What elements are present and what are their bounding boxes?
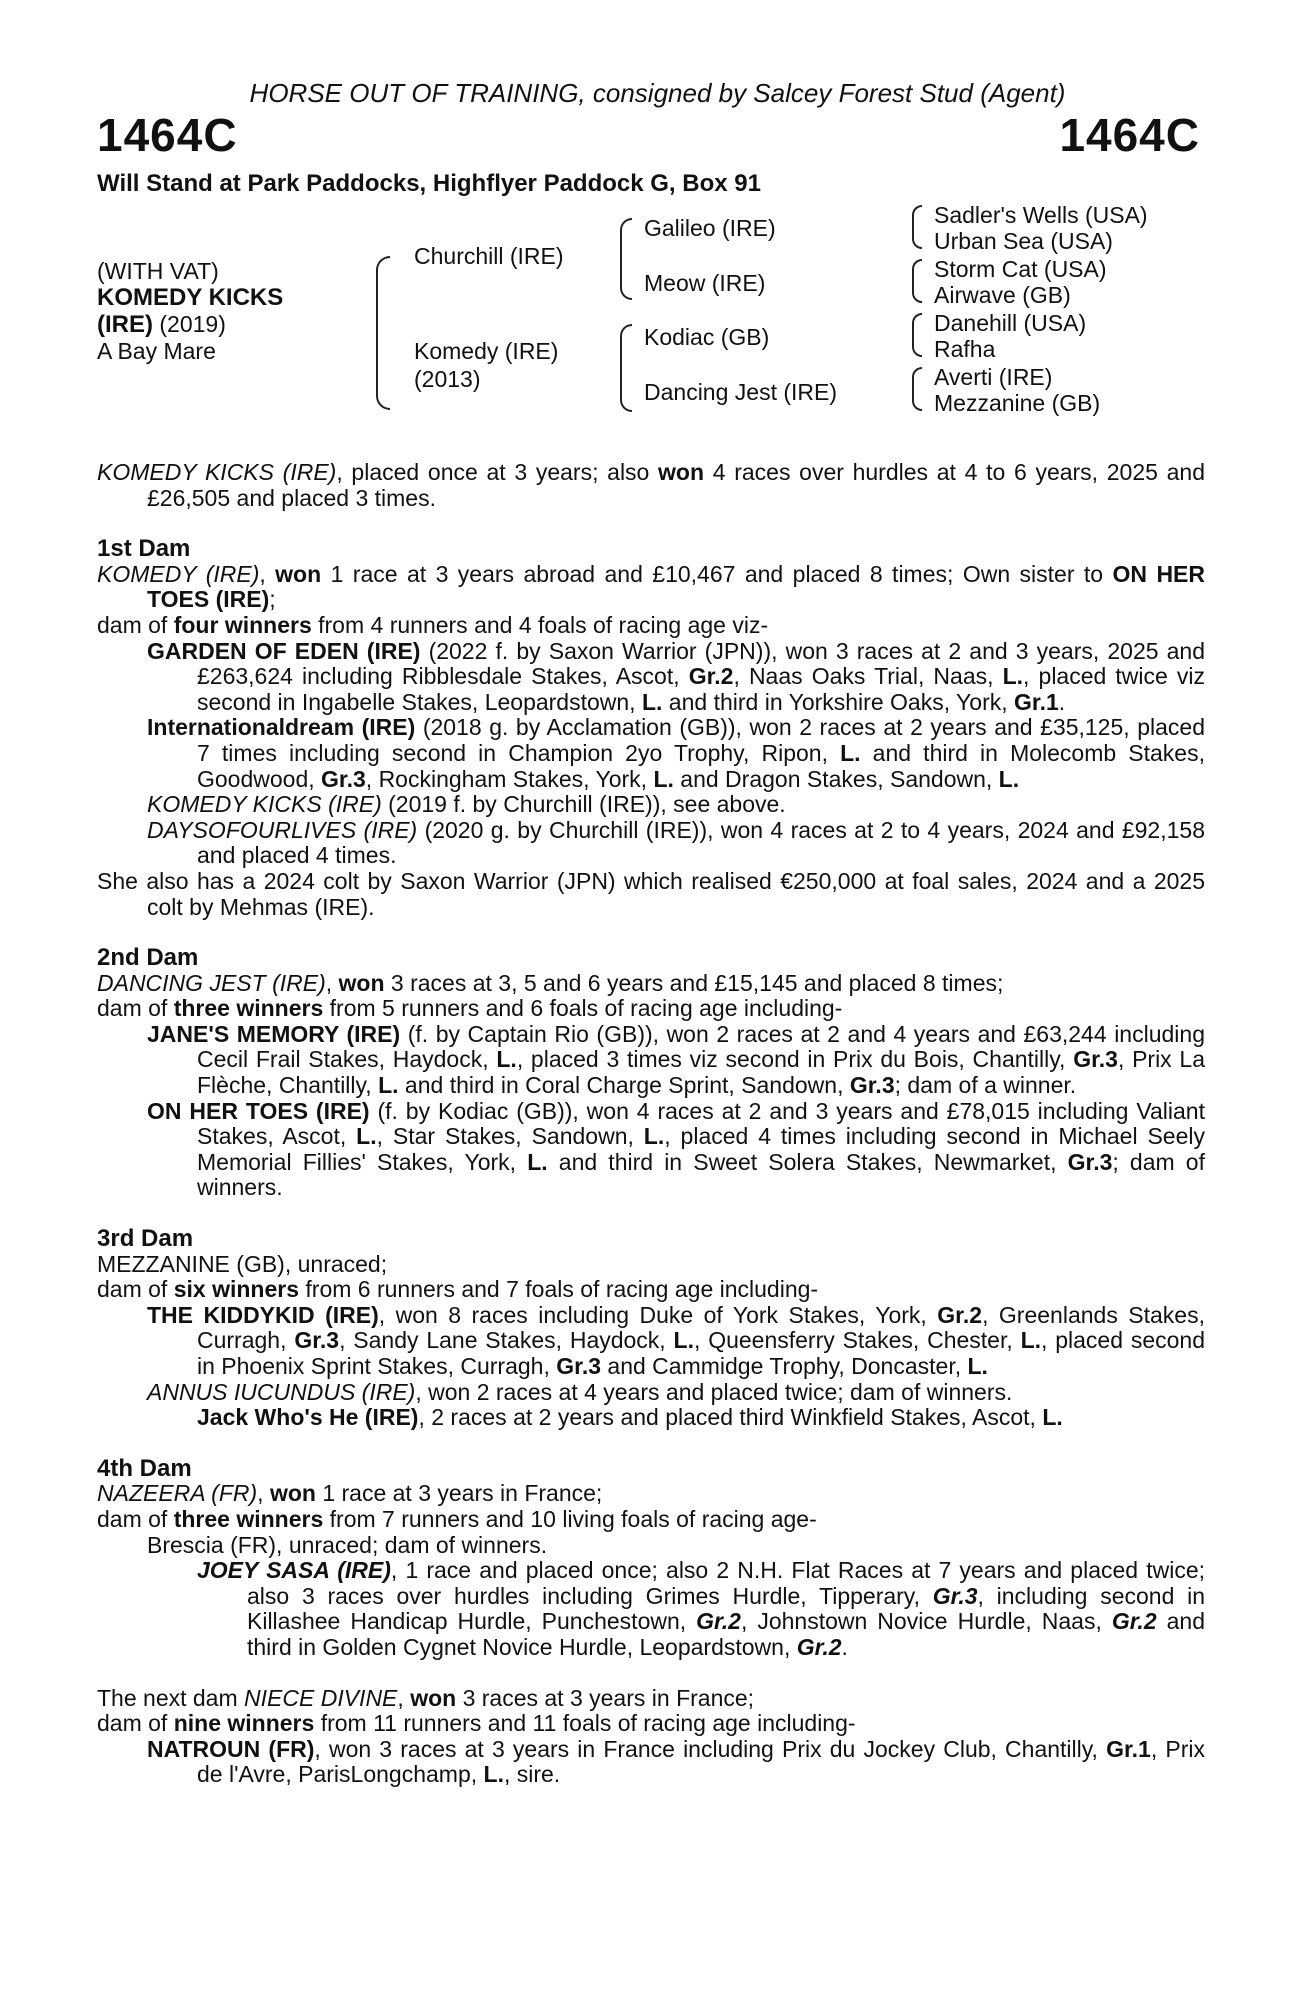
lot-number-right: 1464C (1059, 109, 1200, 161)
brace-g3-3 (912, 313, 922, 357)
horse-name: KOMEDY KICKS (97, 284, 284, 311)
produce-entry: JOEY SASA (IRE), 1 race and placed once; also 2 N.H. Flat Races at 7 years and placed twice; also 3 races over hurdles including Grimes Hurdle, Tipperary, Gr.3, including second in Killashee Handicap Hurdle, Punchestown, Gr.2, Johnstown Novice Hurdle, Naas, Gr.2 and third in Golden Cygnet Novice Hurdle, Leopardstown, Gr.2. (197, 1557, 1206, 1660)
sire-name: Churchill (IRE) (414, 243, 564, 269)
sire-dam: Meow (IRE) (644, 270, 766, 296)
second-dam-produce-summary: dam of three winners from 5 runners and 6 foals of racing age including- (97, 995, 843, 1022)
dam-dam: Dancing Jest (IRE) (644, 379, 838, 405)
second-dam-line: DANCING JEST (IRE), won 3 races at 3, 5 and 6 years and £15,145 and placed 8 times; (97, 969, 1004, 996)
first-dam-heading: 1st Dam (97, 535, 191, 563)
produce-entry: NATROUN (FR), won 3 races at 3 years in France including Prix du Jockey Club, Chantilly, Gr.1, Prix de l'Avre, ParisLongchamp, L., sire. (147, 1735, 1206, 1788)
third-dam-produce-summary: dam of six winners from 6 runners and 7 foals of racing age including- (97, 1276, 819, 1303)
horse-year: (2019) (153, 311, 226, 337)
produce-entry: GARDEN OF EDEN (IRE) (2022 f. by Saxon Warrior (JPN)), won 3 races at 2 and 3 years, 2025 and £263,624 including Ribblesdale Stakes, Ascot, Gr.2, Naas Oaks Trial, Naas, L., placed twice viz second in Ingabelle Stakes, Leopardstown, L. and third in Yorkshire Oaks, York, Gr.1. (147, 637, 1205, 715)
third-dam-line: MEZZANINE (GB), unraced; (97, 1250, 388, 1277)
gen3-ancestor: Airwave (GB) (934, 282, 1071, 308)
brace-g3-4 (912, 367, 922, 411)
brace-g3-2 (912, 259, 922, 303)
horse-country-year (97, 311, 226, 339)
horse-description: A Bay Mare (97, 338, 216, 364)
second-dam-heading: 2nd Dam (97, 944, 199, 972)
produce-entry: Internationaldream (IRE) (2018 g. by Acclamation (GB)), won 2 races at 2 years and £35,125, placed 7 times including second in Champion 2yo Trophy, Ripon, L. and third in Molecomb Stakes, Goodwood, Gr.3, Rockingham Stakes, York, L. and Dragon Stakes, Sandown, L. (147, 714, 1205, 792)
first-dam-line: KOMEDY (IRE), won 1 race at 3 years abroad and £10,467 and placed 8 times; Own sister to ON HER TOES (IRE); (97, 560, 1205, 613)
produce-entry: DAYSOFOURLIVES (IRE) (2020 g. by Churchill (IRE)), won 4 races at 2 to 4 years, 2024 and £92,158 and placed 4 times. (147, 816, 1205, 869)
third-dam-heading: 3rd Dam (97, 1225, 194, 1253)
first-dam-additional: She also has a 2024 colt by Saxon Warrior (JPN) which realised €250,000 at foal sales, 2024 and a 2025 colt by Mehmas (IRE). (97, 867, 1205, 920)
catalogue-body (97, 460, 1205, 1788)
intro-paragraph: KOMEDY KICKS (IRE), placed once at 3 years; also won 4 races over hurdles at 4 to 6 years, 2025 and £26,505 and placed 3 times. (97, 459, 1206, 511)
gen3-ancestor: Sadler's Wells (USA) (934, 202, 1148, 228)
stand-location: Will Stand at Park Paddocks, Highflyer Paddock G, Box 91 (97, 170, 761, 197)
produce-entry: THE KIDDYKID (IRE), won 8 races including Duke of York Stakes, York, Gr.2, Greenlands Stakes, Curragh, Gr.3, Sandy Lane Stakes, Haydock, L., Queensferry Stakes, Chester, L., placed second in Phoenix Sprint Stakes, Curragh, Gr.3 and Cammidge Trophy, Doncaster, L. (147, 1301, 1206, 1379)
lot-number-left: 1464C (97, 109, 238, 161)
consignment-header: HORSE OUT OF TRAINING, consigned by Salcey Forest Stud (Agent) (249, 78, 1066, 108)
gen3-ancestor: Urban Sea (USA) (934, 228, 1113, 254)
gen3-ancestor: Danehill (USA) (934, 310, 1087, 336)
fourth-dam-heading: 4th Dam (97, 1454, 192, 1482)
gen3-ancestor: Mezzanine (GB) (934, 390, 1101, 416)
brace-dam (620, 324, 632, 412)
gen3-ancestor: Storm Cat (USA) (934, 256, 1107, 282)
gen3-ancestor: Rafha (934, 336, 996, 362)
dam-name: Komedy (IRE) (414, 338, 559, 364)
dam-sire: Kodiac (GB) (644, 324, 770, 350)
produce-entry: Brescia (FR), unraced; dam of winners. (147, 1531, 548, 1558)
dam-year: (2013) (414, 366, 481, 392)
horse-country: (IRE) (97, 311, 153, 338)
sire-sire: Galileo (IRE) (644, 215, 776, 241)
produce-entry: ON HER TOES (IRE) (f. by Kodiac (GB)), won 4 races at 2 and 3 years and £78,015 including Valiant Stakes, Ascot, L., Star Stakes, Sandown, L., placed 4 times including second in Michael Seely Memorial Fillies' Stakes, York, L. and third in Sweet Solera Stakes, Newmarket, Gr.3; dam of winners. (147, 1097, 1206, 1201)
fourth-dam-produce-summary: dam of three winners from 7 runners and 10 living foals of racing age- (97, 1505, 817, 1532)
brace-gen1 (376, 256, 390, 410)
produce-entry: Jack Who's He (IRE), 2 races at 2 years and placed third Winkfield Stakes, Ascot, L. (197, 1404, 1063, 1431)
vat-label: (WITH VAT) (97, 258, 219, 284)
produce-entry: KOMEDY KICKS (IRE) (2019 f. by Churchill (IRE)), see above. (147, 791, 786, 818)
fourth-dam-line: NAZEERA (FR), won 1 race at 3 years in France; (97, 1480, 603, 1507)
first-dam-produce-summary: dam of four winners from 4 runners and 4 foals of racing age viz- (97, 611, 769, 638)
brace-sire (620, 218, 632, 300)
next-dam-line: The next dam NIECE DIVINE, won 3 races at 3 years in France; (97, 1684, 755, 1711)
produce-entry: ANNUS IUCUNDUS (IRE), won 2 races at 4 years and placed twice; dam of winners. (147, 1378, 1013, 1405)
brace-g3-1 (912, 205, 922, 249)
gen3-ancestor: Averti (IRE) (934, 364, 1053, 390)
next-dam-produce-summary: dam of nine winners from 11 runners and 11 foals of racing age including- (97, 1710, 856, 1737)
produce-entry: JANE'S MEMORY (IRE) (f. by Captain Rio (GB)), won 2 races at 2 and 4 years and £63,244 including Cecil Frail Stakes, Haydock, L., placed 3 times viz second in Prix du Bois, Chantilly, Gr.3, Prix La Flèche, Chantilly, L. and third in Coral Charge Sprint, Sandown, Gr.3; dam of a winner. (147, 1020, 1206, 1099)
